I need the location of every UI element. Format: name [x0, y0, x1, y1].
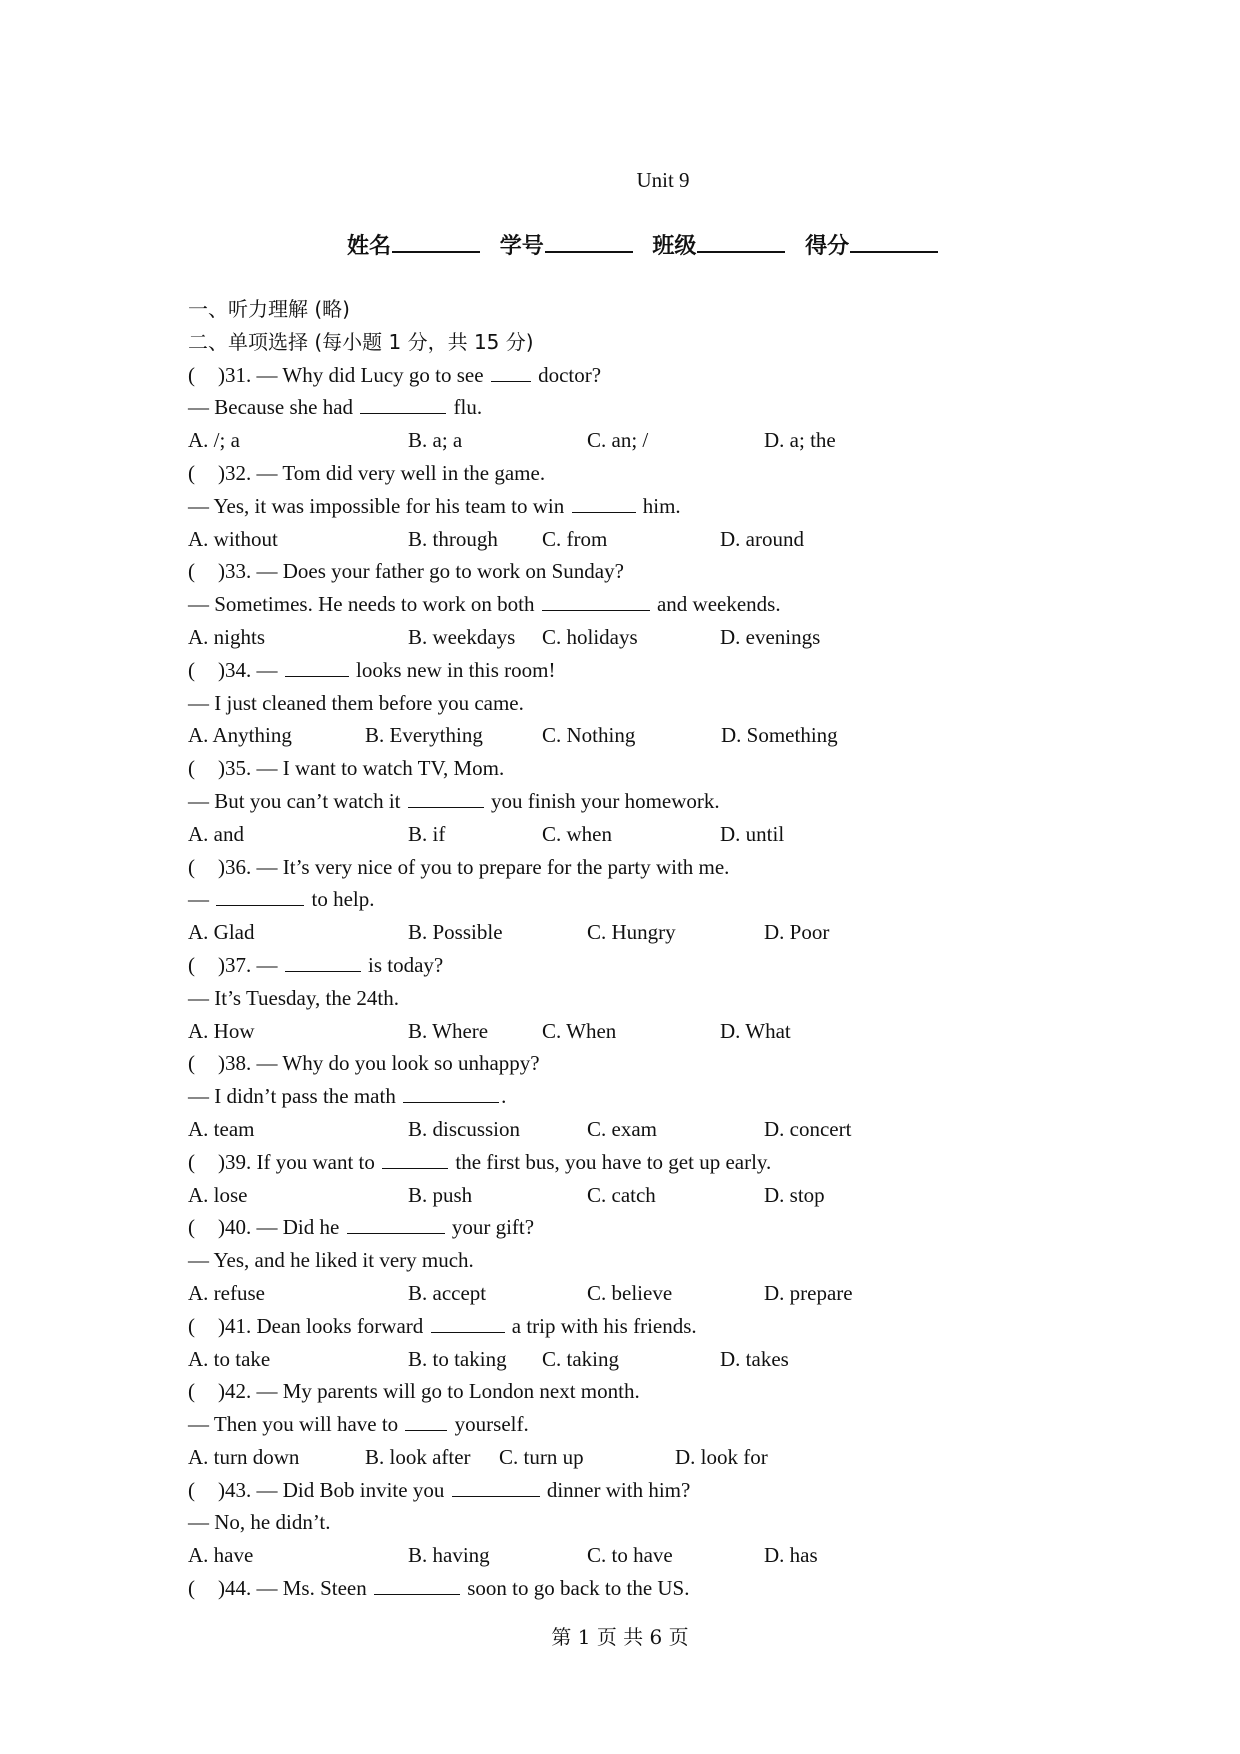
question-35: [188, 752, 1088, 850]
question-text: — Why did Lucy go to see: [256, 362, 489, 387]
question-stem: [188, 654, 1088, 687]
options-row: [188, 1343, 1088, 1376]
option-b[interactable]: B. look after: [365, 1444, 471, 1469]
question-41: [188, 1310, 1088, 1376]
options-row: [188, 1113, 1088, 1146]
question-text: looks new in this room!: [350, 657, 556, 682]
question-response: [188, 1408, 1088, 1441]
option-c[interactable]: C. taking: [542, 1346, 619, 1371]
option-a[interactable]: A. How: [188, 1018, 255, 1043]
answer-bracket[interactable]: (: [188, 1313, 195, 1338]
question-text: flu.: [448, 395, 483, 420]
question-number: )31.: [218, 362, 257, 387]
question-42: [188, 1375, 1088, 1473]
option-b[interactable]: B. to taking: [408, 1346, 507, 1371]
answer-bracket[interactable]: (: [188, 1215, 195, 1240]
option-a[interactable]: A. refuse: [188, 1280, 265, 1305]
fill-in-blank[interactable]: [403, 1082, 499, 1103]
answer-bracket[interactable]: (: [188, 952, 195, 977]
fill-in-blank[interactable]: [542, 590, 650, 611]
option-c[interactable]: C. from: [542, 526, 608, 551]
option-d[interactable]: D. look for: [675, 1444, 768, 1469]
option-b[interactable]: B. push: [408, 1182, 473, 1207]
student-number-field[interactable]: 学号: [500, 229, 633, 262]
page-footer: 第 1 页 共 6 页: [551, 1625, 689, 1649]
options-row: [188, 1539, 1088, 1572]
question-text: —: [188, 887, 215, 912]
question-list: [188, 359, 1088, 1605]
question-number: )37.: [218, 952, 257, 977]
question-number: )36.: [218, 854, 257, 879]
question-32: [188, 457, 1088, 555]
fill-in-blank[interactable]: [347, 1213, 445, 1234]
fill-in-blank[interactable]: [382, 1148, 448, 1169]
question-response: [188, 687, 1088, 720]
question-33: [188, 555, 1088, 653]
options-row: [188, 818, 1088, 851]
question-text: — It’s Tuesday, the 24th.: [188, 985, 399, 1010]
question-text: is today?: [362, 952, 444, 977]
option-d[interactable]: D. prepare: [764, 1280, 853, 1305]
option-c[interactable]: C. exam: [587, 1116, 657, 1141]
question-text: and weekends.: [651, 592, 781, 617]
fill-in-blank[interactable]: [431, 1312, 505, 1333]
option-c[interactable]: C. believe: [587, 1280, 673, 1305]
option-b[interactable]: B. through: [408, 526, 498, 551]
option-c[interactable]: C. When: [542, 1018, 617, 1043]
fill-in-blank[interactable]: [216, 885, 304, 906]
question-number: )43.: [218, 1477, 257, 1502]
question-stem: [188, 949, 1088, 982]
question-response: [188, 1244, 1088, 1277]
question-text: —: [256, 952, 283, 977]
option-b[interactable]: B. accept: [408, 1280, 487, 1305]
name-field[interactable]: 姓名: [347, 229, 480, 262]
question-stem: [188, 1375, 1088, 1408]
option-b[interactable]: B. Where: [408, 1018, 489, 1043]
question-response: [188, 1080, 1088, 1113]
question-text: your gift?: [446, 1215, 535, 1240]
option-d[interactable]: D. Something: [721, 723, 838, 748]
question-text: — Yes, and he liked it very much.: [188, 1248, 474, 1273]
question-stem: [188, 1310, 1088, 1343]
fill-in-blank[interactable]: [491, 361, 531, 382]
option-a[interactable]: A. /; a: [188, 428, 240, 453]
question-stem: [188, 1047, 1088, 1080]
fill-in-blank[interactable]: [572, 492, 636, 513]
options-row: [188, 1277, 1088, 1310]
question-44: [188, 1572, 1088, 1605]
option-b[interactable]: B. a; a: [408, 428, 463, 453]
fill-in-blank[interactable]: [360, 393, 446, 414]
question-stem: [188, 851, 1088, 884]
question-response: [188, 785, 1088, 818]
question-stem: [188, 1146, 1088, 1179]
options-row: [188, 523, 1088, 556]
fill-in-blank[interactable]: [408, 787, 484, 808]
question-stem: [188, 1474, 1088, 1507]
question-number: )35.: [218, 756, 257, 781]
question-36: [188, 851, 1088, 949]
question-stem: [188, 457, 1088, 490]
answer-bracket[interactable]: (: [188, 1576, 195, 1601]
option-b[interactable]: B. if: [408, 821, 446, 846]
question-stem: [188, 555, 1088, 588]
option-c[interactable]: C. an; /: [587, 428, 649, 453]
question-text: — Tom did very well in the game.: [256, 460, 546, 485]
options-row: [188, 621, 1088, 654]
question-number: )33.: [218, 559, 257, 584]
question-text: — I just cleaned them before you came.: [188, 690, 524, 715]
section-heading-single-choice: 二、单项选择 (每小题 1 分，共 15 分): [188, 329, 534, 354]
question-40: [188, 1211, 1088, 1309]
option-d[interactable]: D. Poor: [764, 920, 830, 945]
answer-bracket[interactable]: (: [188, 1477, 195, 1502]
option-a[interactable]: A. Anything: [188, 723, 292, 748]
question-number: )38.: [218, 1051, 257, 1076]
score-field[interactable]: 得分: [805, 229, 938, 262]
student-info-header: [347, 229, 950, 262]
option-d[interactable]: D. concert: [764, 1116, 852, 1141]
option-d[interactable]: D. a; the: [764, 428, 836, 453]
worksheet-title: Unit 9: [636, 168, 690, 192]
class-field[interactable]: 班级: [652, 229, 785, 262]
question-43: [188, 1474, 1088, 1572]
option-c[interactable]: C. to have: [587, 1543, 673, 1568]
option-c[interactable]: C. holidays: [542, 624, 638, 649]
question-39: [188, 1146, 1088, 1212]
option-c[interactable]: C. turn up: [499, 1444, 584, 1469]
question-text: —: [256, 657, 283, 682]
question-37: [188, 949, 1088, 1047]
option-a[interactable]: A. Glad: [188, 920, 255, 945]
question-text: .: [501, 1084, 507, 1109]
question-31: [188, 359, 1088, 457]
question-text: — It’s very nice of you to prepare for the party with me.: [256, 854, 730, 879]
question-stem: [188, 1211, 1088, 1244]
answer-bracket[interactable]: (: [188, 657, 195, 682]
question-text: the first bus, you have to get up early.: [450, 1149, 772, 1174]
question-stem: [188, 1572, 1088, 1605]
question-text: — I didn’t pass the math: [188, 1084, 402, 1109]
option-d[interactable]: D. until: [720, 821, 785, 846]
fill-in-blank[interactable]: [374, 1574, 460, 1595]
answer-bracket[interactable]: (: [188, 1051, 195, 1076]
question-text: Dean looks forward: [256, 1313, 429, 1338]
option-a[interactable]: A. and: [188, 821, 244, 846]
question-response: [188, 490, 1088, 523]
options-row: [188, 916, 1088, 949]
question-number: )32.: [218, 460, 257, 485]
option-c[interactable]: C. Hungry: [587, 920, 676, 945]
option-a[interactable]: A. turn down: [188, 1444, 300, 1469]
question-text: — Then you will have to: [188, 1412, 404, 1437]
worksheet-body: [188, 293, 1088, 1605]
question-stem: [188, 752, 1088, 785]
option-a[interactable]: A. nights: [188, 624, 266, 649]
option-d[interactable]: D. around: [720, 526, 804, 551]
options-row: [188, 1441, 1088, 1474]
question-text: — No, he didn’t.: [188, 1510, 331, 1535]
answer-bracket[interactable]: (: [188, 1379, 195, 1404]
option-a[interactable]: A. lose: [188, 1182, 248, 1207]
question-text: — Because she had: [188, 395, 359, 420]
question-38: [188, 1047, 1088, 1145]
question-text: you finish your homework.: [485, 788, 720, 813]
options-row: [188, 719, 1088, 752]
question-text: — Sometimes. He needs to work on both: [188, 592, 540, 617]
section-heading-listening: 一、听力理解 (略): [188, 297, 350, 321]
question-text: — Ms. Steen: [256, 1576, 372, 1601]
question-number: )34.: [218, 657, 257, 682]
question-text: If you want to: [256, 1149, 381, 1174]
answer-bracket[interactable]: (: [188, 1149, 195, 1174]
option-d[interactable]: D. takes: [720, 1346, 789, 1371]
option-d[interactable]: D. What: [720, 1018, 791, 1043]
options-row: [188, 1179, 1088, 1212]
question-text: him.: [637, 493, 681, 518]
option-b[interactable]: B. Possible: [408, 920, 503, 945]
question-number: )40.: [218, 1215, 257, 1240]
question-text: — My parents will go to London next month.: [256, 1379, 640, 1404]
question-response: [188, 883, 1088, 916]
class-blank[interactable]: [697, 229, 785, 253]
question-stem: [188, 359, 1088, 392]
question-response: [188, 391, 1088, 424]
question-text: — I want to watch TV, Mom.: [256, 756, 505, 781]
question-text: — Why do you look so unhappy?: [256, 1051, 540, 1076]
question-response: [188, 982, 1088, 1015]
option-c[interactable]: C. Nothing: [542, 723, 636, 748]
question-text: — Yes, it was impossible for his team to win: [188, 493, 570, 518]
fill-in-blank[interactable]: [405, 1410, 447, 1431]
question-34: [188, 654, 1088, 752]
question-text: — Did he: [256, 1215, 345, 1240]
options-row: [188, 424, 1088, 457]
option-c[interactable]: C. when: [542, 821, 612, 846]
question-text: doctor?: [532, 362, 602, 387]
option-a[interactable]: A. team: [188, 1116, 255, 1141]
name-blank[interactable]: [392, 229, 480, 253]
option-d[interactable]: D. evenings: [720, 624, 821, 649]
option-b[interactable]: B. having: [408, 1543, 490, 1568]
question-text: — Does your father go to work on Sunday?: [256, 559, 624, 584]
answer-bracket[interactable]: (: [188, 854, 195, 879]
option-b[interactable]: B. discussion: [408, 1116, 521, 1141]
question-text: soon to go back to the US.: [462, 1576, 690, 1601]
question-text: dinner with him?: [541, 1477, 691, 1502]
question-text: yourself.: [449, 1412, 529, 1437]
question-response: [188, 1506, 1088, 1539]
score-blank[interactable]: [850, 229, 938, 253]
question-number: )42.: [218, 1379, 257, 1404]
question-text: a trip with his friends.: [506, 1313, 697, 1338]
answer-bracket[interactable]: (: [188, 362, 195, 387]
student-number-blank[interactable]: [545, 229, 633, 253]
question-number: )44.: [218, 1576, 257, 1601]
option-a[interactable]: A. without: [188, 526, 278, 551]
answer-bracket[interactable]: (: [188, 460, 195, 485]
question-number: )39.: [218, 1149, 257, 1174]
fill-in-blank[interactable]: [452, 1476, 540, 1497]
option-d[interactable]: D. stop: [764, 1182, 825, 1207]
fill-in-blank[interactable]: [285, 656, 349, 677]
fill-in-blank[interactable]: [285, 951, 361, 972]
options-row: [188, 1015, 1088, 1048]
question-text: — Did Bob invite you: [256, 1477, 450, 1502]
answer-bracket[interactable]: (: [188, 559, 195, 584]
question-text: to help.: [306, 887, 375, 912]
option-b[interactable]: B. weekdays: [408, 624, 516, 649]
question-number: )41.: [218, 1313, 257, 1338]
answer-bracket[interactable]: (: [188, 756, 195, 781]
option-b[interactable]: B. Everything: [365, 723, 483, 748]
option-a[interactable]: A. to take: [188, 1346, 271, 1371]
option-c[interactable]: C. catch: [587, 1182, 656, 1207]
option-a[interactable]: A. have: [188, 1543, 254, 1568]
option-d[interactable]: D. has: [764, 1543, 818, 1568]
question-text: — But you can’t watch it: [188, 788, 406, 813]
question-response: [188, 588, 1088, 621]
